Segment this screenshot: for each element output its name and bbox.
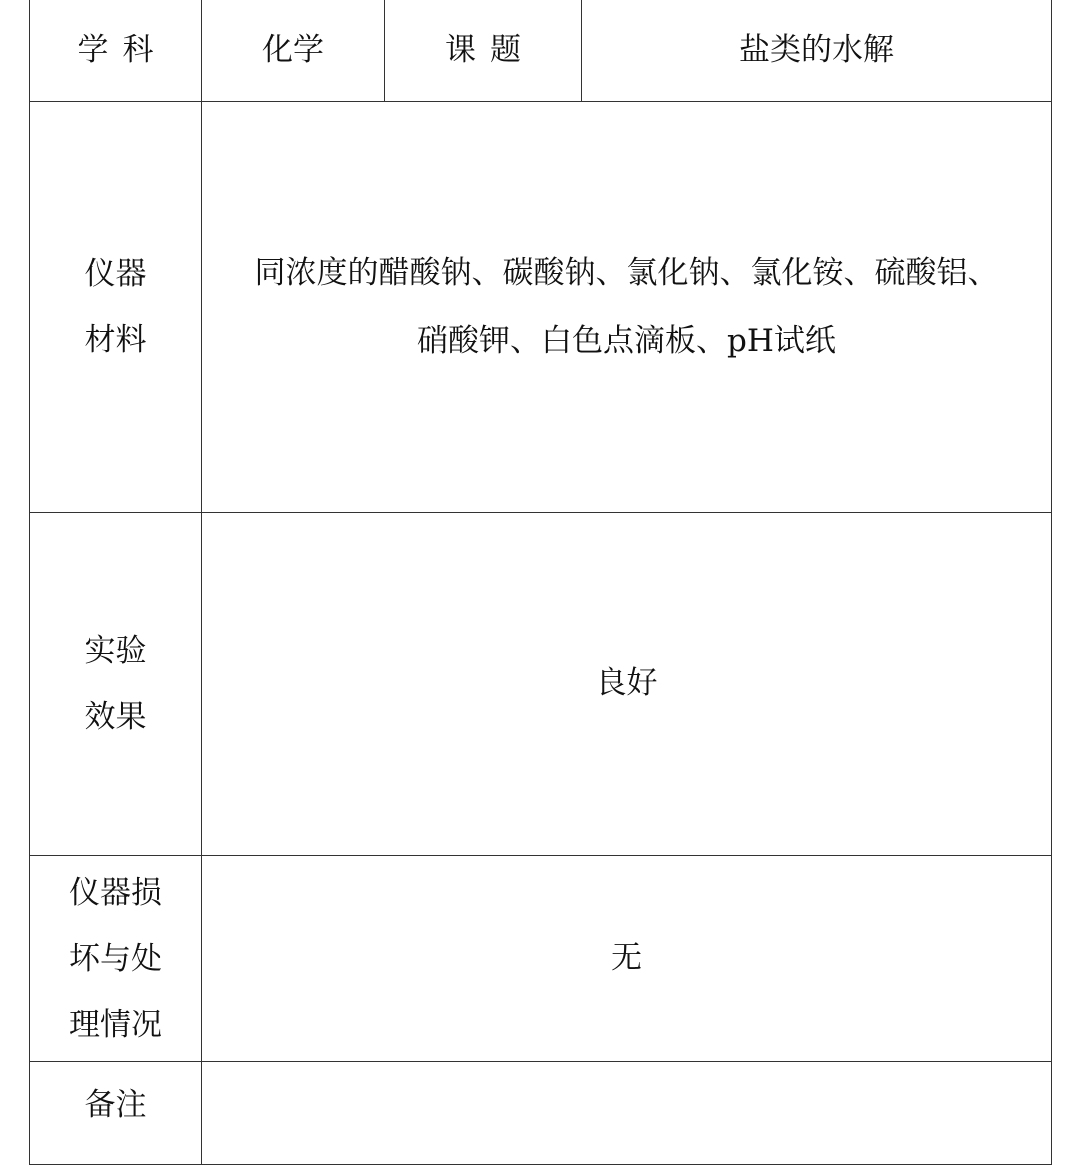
damage-value: 无 — [611, 939, 642, 976]
damage-label-line: 理情况 — [69, 1006, 162, 1043]
topic-label: 课题 — [445, 31, 535, 68]
materials-row — [30, 102, 1052, 513]
topic-value-cell — [582, 0, 1052, 102]
materials-value-cell — [202, 102, 1052, 513]
materials-label-line: 仪器 — [84, 256, 147, 292]
topic-value: 盐类的水解 — [739, 31, 894, 68]
header-row — [30, 0, 1052, 102]
damage-row — [30, 856, 1052, 1062]
materials-label — [85, 241, 147, 373]
materials-value: 同浓度的醋酸钠、碳酸钠、氯化钠、氯化铵、硫酸铝、硝酸钾、白色点滴板、pH试纸 — [254, 255, 999, 359]
topic-label-cell — [385, 0, 582, 102]
effect-label-line: 实验 — [84, 633, 147, 669]
materials-label-line: 材料 — [84, 322, 147, 358]
subject-value: 化学 — [262, 31, 324, 68]
damage-value-cell — [202, 856, 1052, 1062]
experiment-record-table — [29, 0, 1052, 1165]
notes-label: 备注 — [84, 1087, 147, 1123]
effect-label-cell — [30, 513, 202, 856]
damage-label-line: 坏与处 — [69, 940, 162, 977]
subject-label: 学科 — [77, 31, 168, 68]
damage-label-cell — [30, 856, 202, 1062]
effect-label-line: 效果 — [84, 699, 147, 735]
notes-label-cell — [30, 1062, 202, 1165]
materials-label-cell — [30, 102, 202, 513]
effect-row — [30, 513, 1052, 856]
notes-value-cell — [202, 1062, 1052, 1165]
notes-row — [30, 1062, 1052, 1165]
effect-value: 良好 — [595, 665, 658, 702]
damage-label-line: 仪器损 — [69, 874, 162, 911]
effect-value-cell — [202, 513, 1052, 856]
subject-value-cell — [202, 0, 385, 102]
effect-label — [85, 618, 147, 750]
damage-label — [69, 860, 162, 1058]
subject-label-cell — [30, 0, 202, 102]
